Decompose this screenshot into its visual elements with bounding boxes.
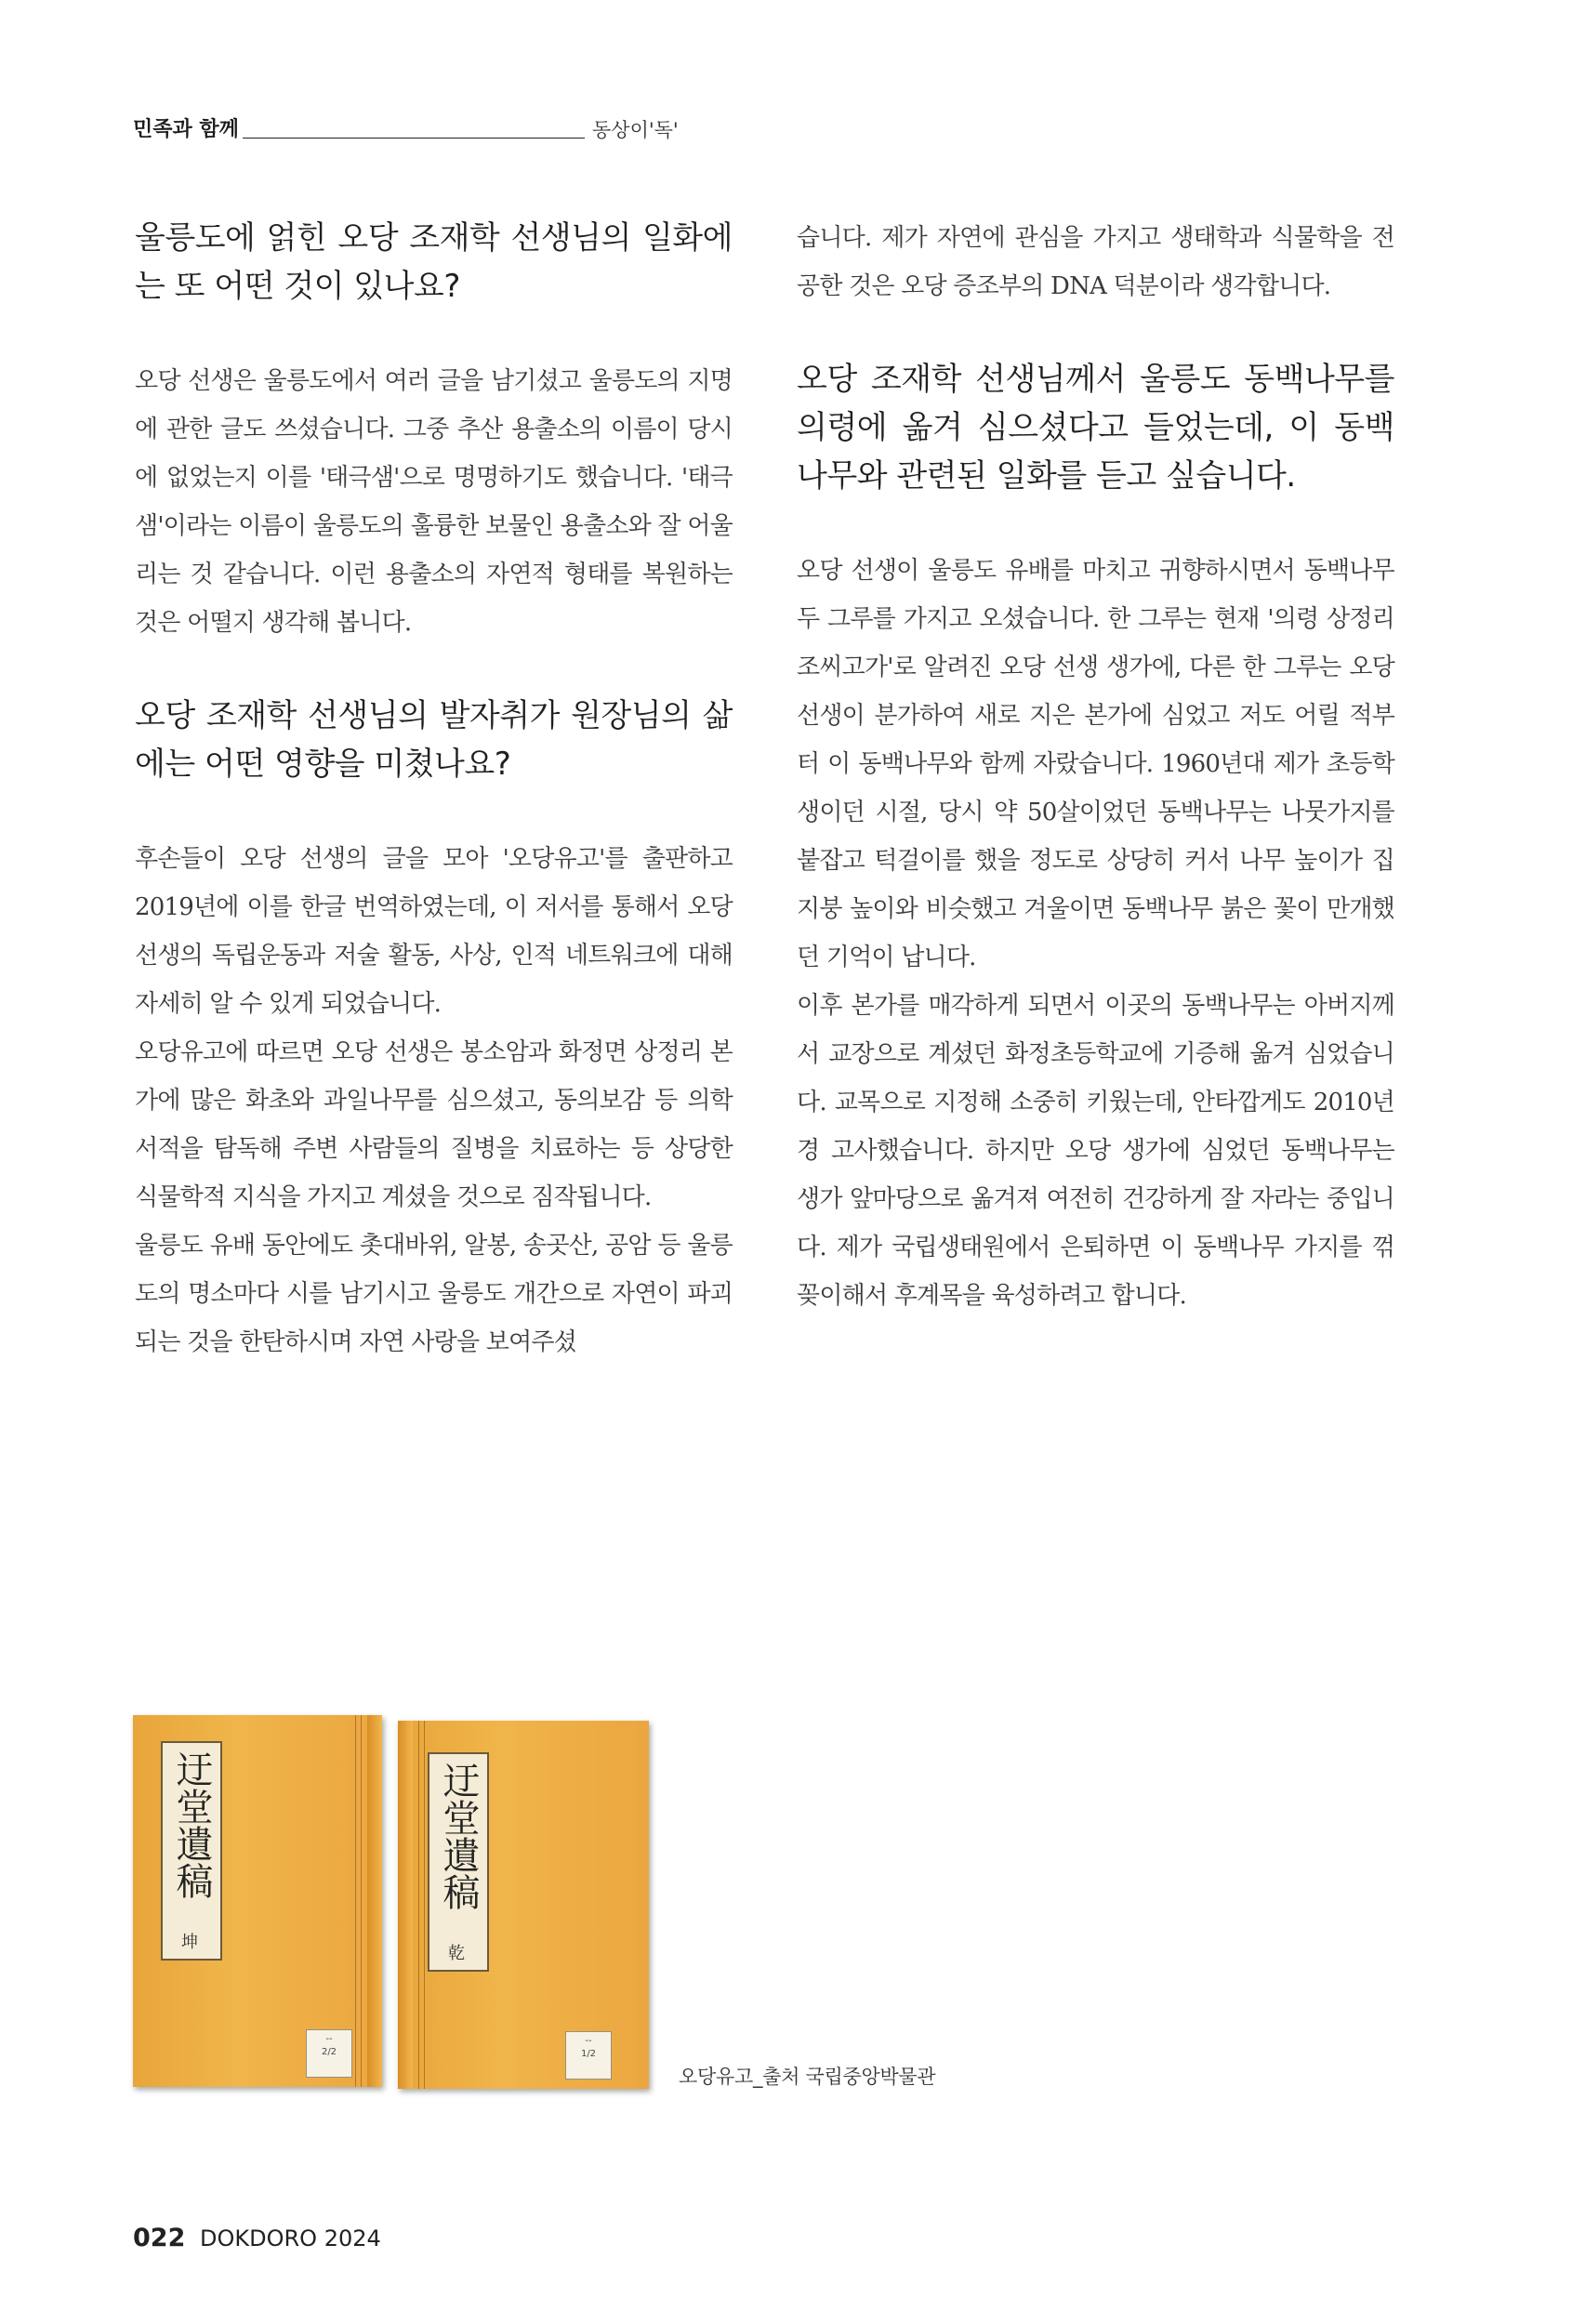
book-title: 迂堂遺稿 <box>437 1762 480 1910</box>
book-volume-mark: 乾 <box>448 1944 465 1963</box>
answer-2-paragraph-3: 울릉도 유배 동안에도 촛대바위, 알봉, 송곳산, 공암 등 울릉도의 명소마다 시를 남기시고 울릉도 개간으로 자연이 파괴되는 것을 한탄하시며 자연 사랑을 보여주셨 <box>135 1232 733 1356</box>
answer-3-paragraph-1: 오당 선생이 울릉도 유배를 마치고 귀향하시면서 동백나무 두 그루를 가지고 오셨습니다. 한 그루는 현재 '의령 상정리 조씨고가'로 알려진 오당 선생 생가에, 다른 한 그루는 오당 선생이 분가하여 새로 지은 본가에 심었고 저도 어릴 적부터 이 동백나무와 함께 자랐습니다. 1960년대 제가 초등학생이던 시절, 당시 약 50살이었던 동백나무는 나뭇가지를 붙잡고 턱걸이를 했을 정도로 상당히 커서 나무 높이가 집 지붕 높이와 비슷했고 겨울이면 동백나무 붉은 꽃이 만개했던 기억이 납니다. <box>797 557 1394 971</box>
collection-sticker: -- 1/2 <box>565 2031 612 2080</box>
subsection-title: 동상이'독' <box>592 119 679 141</box>
left-column <box>135 214 733 1367</box>
book-spine <box>367 1715 382 2087</box>
answer-2-paragraph-2: 오당유고에 따르면 오당 선생은 봉소암과 화정면 상정리 본가에 많은 화초와 과일나무를 심으셨고, 동의보감 등 의학 서적을 탐독해 주변 사람들의 질병을 치료하는 등 상당한 식물학적 지식을 가지고 계셨을 것으로 짐작됩니다. <box>135 1038 733 1211</box>
question-1: 울릉도에 얽힌 오당 조재학 선생님의 일화에는 또 어떤 것이 있나요? <box>135 219 733 305</box>
header-rule <box>243 138 585 139</box>
book-title-label <box>161 1741 222 1961</box>
book-volume-2 <box>398 1721 649 2089</box>
book-volume-1 <box>133 1715 382 2087</box>
question-2: 오당 조재학 선생님의 발자취가 원장님의 삶에는 어떤 영향을 미쳤나요? <box>135 697 733 783</box>
running-header <box>133 112 1407 149</box>
answer-1: 오당 선생은 울릉도에서 여러 글을 남기셨고 울릉도의 지명에 관한 글도 쓰셨습니다. 그중 추산 용출소의 이름이 당시에 없었는지 이를 '태극샘'으로 명명하기도 했습니다. '태극샘'이라는 이름이 울릉도의 훌륭한 보물인 용출소와 잘 어울리는 것 같습니다. 이런 용출소의 자연적 형태를 복원하는 것은 어떨지 생각해 봅니다. <box>135 367 733 637</box>
collection-sticker: -- 2/2 <box>306 2029 352 2078</box>
page-number: 022 <box>133 2224 186 2252</box>
photo-caption: 오당유고_출처 국립중앙박물관 <box>679 2066 936 2088</box>
answer-2-continued: 습니다. 제가 자연에 관심을 가지고 생태학과 식물학을 전공한 것은 오당 증조부의 DNA 덕분이라 생각합니다. <box>797 224 1394 300</box>
sticker-number: 1/2 <box>580 2049 597 2059</box>
section-title: 민족과 함께 <box>133 118 239 141</box>
book-title: 迂堂遺稿 <box>170 1750 213 1899</box>
odang-yugo-photo <box>133 1715 654 2092</box>
answer-3-paragraph-2: 이후 본가를 매각하게 되면서 이곳의 동백나무는 아버지께서 교장으로 계셨던 화정초등학교에 기증해 옮겨 심었습니다. 교목으로 지정해 소중히 키웠는데, 안타깝게도 2010년경 고사했습니다. 하지만 오당 생가에 심었던 동백나무는 생가 앞마당으로 옮겨져 여전히 건강하게 잘 자라는 중입니다. 제가 국립생태원에서 은퇴하면 이 동백나무 가지를 꺾꽂이해서 후계목을 육성하려고 합니다. <box>797 992 1394 1310</box>
question-3: 오당 조재학 선생님께서 울릉도 동백나무를 의령에 옮겨 심으셨다고 들었는데, 이 동백나무와 관련된 일화를 듣고 싶습니다. <box>797 361 1394 495</box>
page-footer <box>133 2224 381 2252</box>
book-title-label <box>428 1752 489 1972</box>
publication-name: DOKDORO 2024 <box>200 2225 381 2251</box>
book-spine <box>398 1721 413 2089</box>
right-column <box>797 214 1394 1320</box>
book-volume-mark: 坤 <box>181 1933 198 1952</box>
answer-2-paragraph-1: 후손들이 오당 선생의 글을 모아 '오당유고'를 출판하고 2019년에 이를 한글 번역하였는데, 이 저서를 통해서 오당 선생의 독립운동과 저술 활동, 사상, 인적 네트워크에 대해 자세히 알 수 있게 되었습니다. <box>135 845 733 1018</box>
sticker-number: 2/2 <box>321 2047 337 2057</box>
